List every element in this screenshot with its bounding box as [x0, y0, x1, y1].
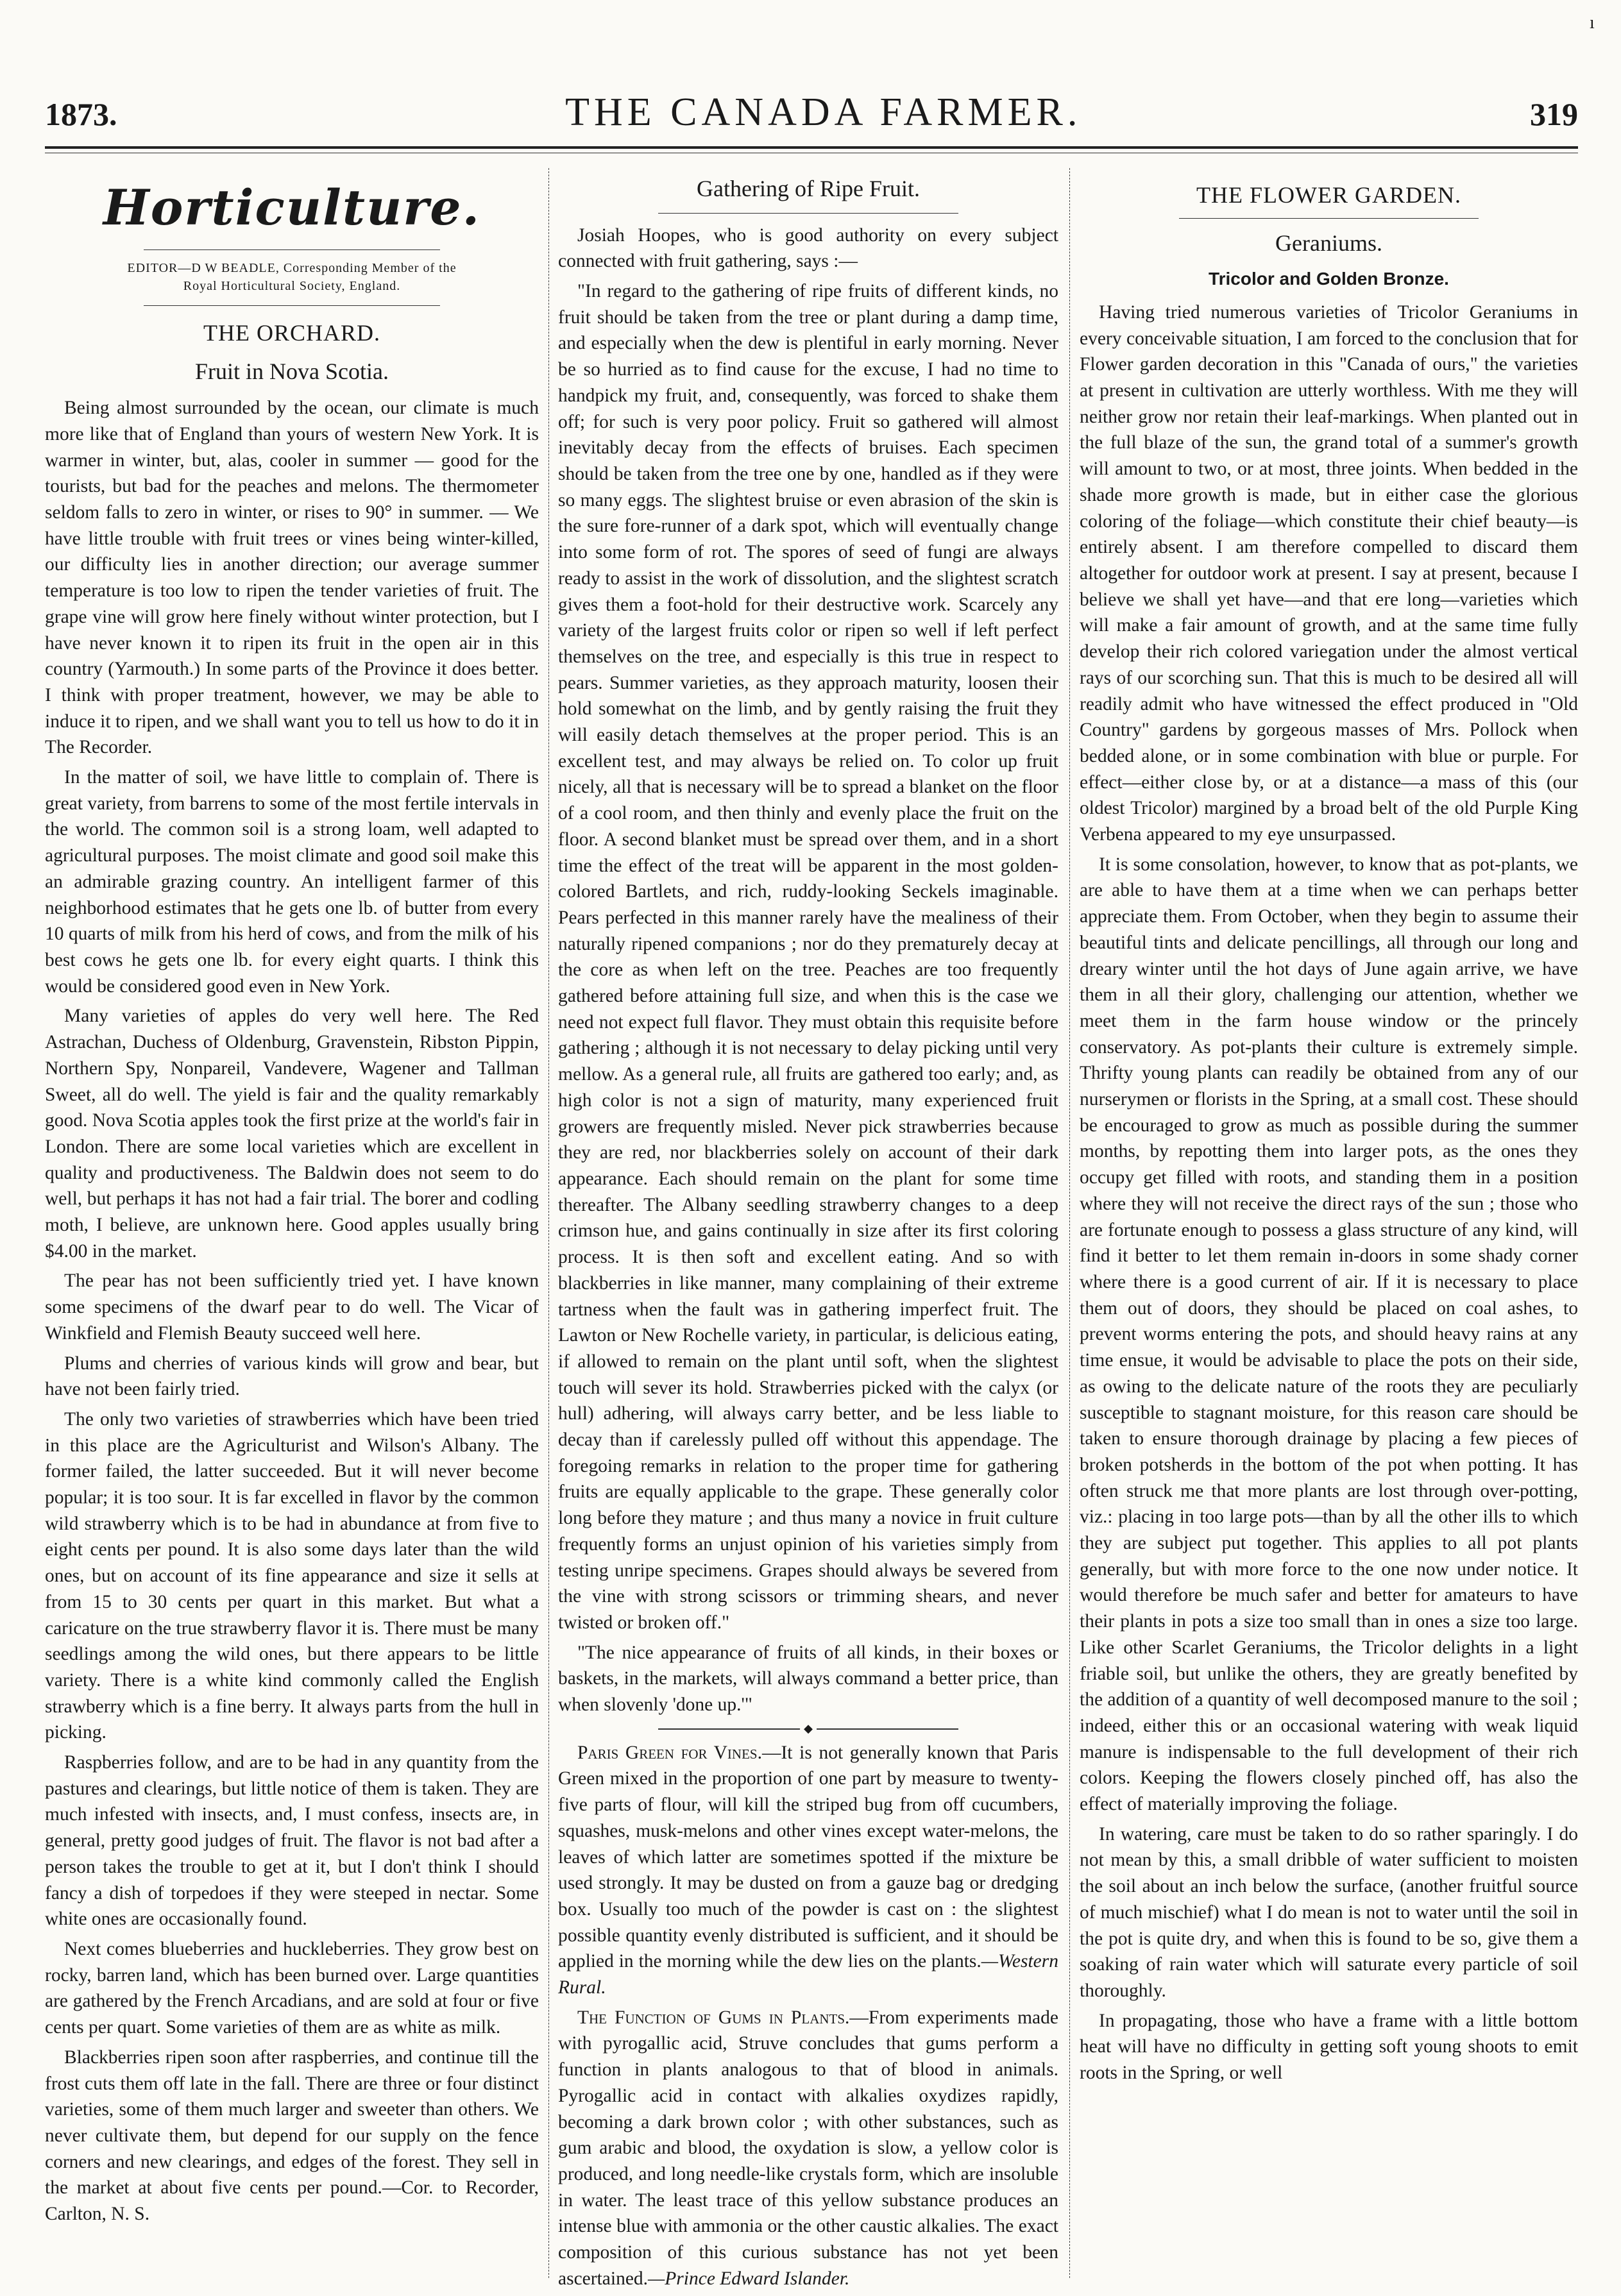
article-title: Geraniums. — [1275, 230, 1382, 256]
article-paragraph: Next comes blueberries and huckleberries. They grow best on rocky, barren land, which has been burned over. Large quantities are gathered by the French Arcadians, and are sold at four or five cents per quart. Some varieties of them are as white as milk. — [45, 1939, 539, 2038]
news-item — [558, 1740, 1058, 2001]
news-item-lead: The Function of Gums in Plants. — [577, 2007, 850, 2028]
article-paragraph: Having tried numerous varieties of Tricolor Geraniums in every conceivable situation, I am forced to the conclusion that for Flower garden decoration in this "Canada of ours," the varieties at present in cultivation are utterly worthless. With me they will neither grow nor retain their leaf-markings. When planted out in the full blaze of the sun, the grand total of a summer's growth will amount to two, or at most, three joints. When bedded in the shade more growth is made, but in either case the glorious coloring of the foliage—which constitute their chief beauty—is entirely absent. I am therefore compelled to discard them altogether for outdoor work at present. I say at present, because I believe we shall yet have—and that ere long—varieties which will make a fair amount of growth, and at the same time fully develop their rich colored variegation under the almost vertical rays of our scorching sun. That this is much to be desired all will readily admit who have witnessed the effect produced in "Old Country" gardens by gorgeous masses of Mrs. Pollock when bedded alone, or in some combination with blue or purple. For effect—either close by, or at a distance—a mass of this (our oldest Tricolor) margined by a broad belt of the old Purple King Verbena appeared to my eye unsurpassed. — [1080, 301, 1578, 845]
article-separator — [658, 1728, 958, 1730]
page-number: 319 — [1530, 96, 1578, 132]
article-subtitle: Tricolor and Golden Bronze. — [1209, 269, 1449, 289]
column-divider-1 — [548, 168, 549, 2278]
title-rule — [144, 249, 440, 250]
department-heading: THE ORCHARD. — [203, 319, 380, 346]
news-item-source: —Prince Edward Islander. — [648, 2268, 850, 2289]
article-paragraph: The pear has not been sufficiently tried yet. I have known some specimens of the dwarf pear to do well. The Vicar of Winkfield and Flemish Beauty succeed well here. — [45, 1270, 539, 1344]
title-rule — [1179, 218, 1478, 219]
article-paragraph: Josiah Hoopes, who is good authority on every subject connected with fruit gathering, says :— — [558, 224, 1058, 272]
article-paragraph: In the matter of soil, we have little to complain of. There is great variety, from barrens to some of the most fertile intervals in the world. The common soil is a strong loam, well adapted to agricultural purposes. The moist climate and good soil make this an admirable grazing country. An intelligent farmer of this neighborhood estimates that he gets one lb. of butter from every 10 quarts of milk from his herd of cows, and from the milk of his best cows he gets one lb. for every eight quarts. I think this would be considered good even in New York. — [45, 767, 539, 997]
news-item-source: —Western Rural. — [558, 1951, 1058, 1998]
margin-mark: ı — [1590, 13, 1595, 33]
editor-line-2: Royal Horticultural Society, England. — [183, 278, 401, 293]
editor-rule — [144, 305, 440, 306]
news-item-lead: Paris Green for Vines. — [577, 1742, 762, 1763]
article-paragraph: Raspberries follow, and are to be had in any quantity from the pastures and clearings, but little notice of them is taken. They are much infested with insects, and, I must confess, insects are, in general, pretty good judges of fruit. The flavor is not bad after a person takes the trouble to get at it, but I don't think I should fancy a dish of torpedoes if they were steeped in nectar. Some white ones are occasionally found. — [45, 1752, 539, 1930]
article-paragraph: The only two varieties of strawberries which have been tried in this place are the Agriculturist and Wilson's Albany. The former failed, the latter succeeded. But it will never become popular; it is too sour. It is far excelled in flavor by the common wild strawberry which is to be had in abundance at from five to eight cents per pound. It is also some days later than the wild ones, but on account of its fine appearance and size it sells at from 15 to 30 cents per quart in this market. But what a caricature on the true strawberry flavor it is. There must be many seedlings among the wild ones, but there appears to be little variety. There is a white kind commonly called the English strawberry which is a fine berry. It always parts from the hull in picking. — [45, 1408, 539, 1743]
news-item-text: —It is not generally known that Paris Green mixed in the proportion of one part by measure to twenty-five parts of flour, will kill the striped bug from off cucumbers, squashes, musk-melons and other vines except water-melons, the leaves of which latter are sometimes spotted if the mixture be used strongly. It may be dusted on from a gauze bag or dredging box. Usually too much of the powder is cast on : the slightest possible quantity evenly distributed is sufficient, and it should be applied in the morning while the dew lies on the plants. — [558, 1742, 1058, 1972]
column-1 — [45, 168, 539, 2278]
article-paragraph: In propagating, those who have a frame with a little bottom heat will have no difficulty in getting soft young shoots to emit roots in the Spring, or well — [1080, 2010, 1578, 2084]
masthead-rule — [45, 146, 1578, 149]
news-item — [558, 2005, 1058, 2292]
department-heading: THE FLOWER GARDEN. — [1196, 182, 1461, 208]
newspaper-title: THE CANADA FARMER. — [565, 90, 1082, 134]
article-title: Gathering of Ripe Fruit. — [697, 176, 920, 201]
article-paragraph: Plums and cherries of various kinds will grow and bear, but have not been fairly tried. — [45, 1353, 539, 1400]
column-divider-2 — [1069, 168, 1070, 2278]
editor-credit — [45, 259, 539, 295]
article-paragraph: It is some consolation, however, to know that as pot-plants, we are able to have them at a time when we can perhaps better appreciate them. From October, when they begin to assume their beautiful tints and delicate pencillings, all through our long and dreary winter until the hot days of June again arrive, we have them in all their glory, challenging our attention, whether we meet them in the farm house window or the princely conservatory. As pot-plants their culture is extremely simple. Thrifty young plants can readily be obtained from any of our nurserymen or florists in the Spring, at a small cost. These should be encouraged to grow as much as possible during the summer months, by repotting them into larger pots, as the ones they occupy get filled with roots, and standing them in a position where they will not receive the direct rays of the sun ; those who are fortunate enough to possess a glass structure of any kind, will find it better to let them remain in-doors in some shady corner where there is a good current of air. If it is necessary to place them out of doors, they should be placed on coal ashes, to prevent worms entering the pots, and should heavy rains at any time ensue, it would be advisable to place the pots on their side, as owing to the delicate nature of the roots they are peculiarly susceptible to stagnant moisture, for this reason care should be taken to ensure thorough drainage by placing a few pieces of broken potsherds in the bottom of the pot when potting. It has often struck me that more plants are lost through over-potting, viz.: placing in too large pots—than by all the other ills to which they are subject put together. This applies to all pot plants generally, but with more force to the one now under notice. It would therefore be much safer and better for amateurs to have their plants in pots a size too small than in ones a size too large. Like other Scarlet Geraniums, the Tricolor delights in a light friable soil, but unlike the others, they are greatly benefited by the addition of a quantity of well decomposed manure to the soil ; indeed, either this or an occasional watering with weak liquid manure is indispensable to the full development of their rich colors. Keeping the flowers closely pinched off, has also the effect of materially improving the foliage. — [1080, 854, 1578, 1815]
article-paragraph: "The nice appearance of fruits of all kinds, in their boxes or baskets, in the markets, will always command a better price, than when slovenly 'done up.'" — [558, 1642, 1058, 1716]
article-paragraph: "In regard to the gathering of ripe fruits of different kinds, no fruit should be taken from the tree or plant during a damp time, and especially when the dew is plentiful in early morning. Never be so hurried as to find cause for the excuse, I had no time to handpick my fruit, and, consequently, was forced to shake them off; for such is very poor policy. Fruit so gathered will almost inevitably decay from the effects of bruises. Each specimen should be taken from the tree one by one, handled as if they were so many eggs. The slightest bruise or even abrasion of the skin is the sure fore-runner of a dark spot, which will eventually change into some form of rot. The spores of seed of fungi are always ready to assist in the work of dissolution, and the slightest scratch gives them a foot-hold for their destructive work. Scarcely any variety of the largest fruits color or ripen so well if left perfect themselves on the tree, and especially is this true in respect to pears. Summer varieties, as they approach maturity, loosen their hold somewhat on the limb, and by gently raising the fruit they will easily detach themselves at the proper period. This is an excellent test, and may always be relied on. To color up fruit nicely, all that is necessary will be to spread a blanket on the floor of a cool room, and then thinly and evenly place the fruit on the floor. A second blanket must be spread over them, and in a short time the effect of the treat will be apparent in the most golden-colored Bartlets, and rich, ruddy-looking Seckels imaginable. Pears perfected in this manner rarely have the mealiness of their naturally ripened companions ; nor do they prematurely decay at the core as when left on the tree. Peaches are too frequently gathered before attaining full size, and when this is the case we need not expect full flavor. They must obtain this requisite before gathering ; although it is not necessary to delay picking until very mellow. As a general rule, all fruits are gathered too early; and, as high color is not a sign of maturity, many experienced fruit growers are frequently misled. Never pick strawberries because they are red, nor blackberries solely on account of their dark appearance. Each should remain on the plant for some time thereafter. The Albany seedling strawberry changes to a deep crimson hue, and gains continually in size after its first coloring process. It is then soft and excellent eating. And so with blackberries in like manner, many complaining of their extreme tartness when the fault was in gathering imperfect fruit. The Lawton or New Rochelle variety, in particular, is delicious eating, if allowed to remain on the plant until soft, when the slightest touch will sever its hold. Strawberries picked with the calyx (or hull) adhering, will always carry better, and be less liable to decay than if carelessly pulled off without this appendage. The foregoing remarks in relation to the proper time for gathering fruits are equally applicable to the grape. These generally color long before they mature ; and thus many a novice in fruit culture frequently forms an unjust opinion of his varieties simply from testing unripe specimens. Grapes should always be severed from the vine with strong scissors or trimming shears, and never twisted or broken off." — [558, 281, 1058, 1633]
article-paragraph: In watering, care must be taken to do so rather sparingly. I do not mean by this, a small dribble of water sufficient to moisten the soil about an inch below the surface, (another fruitful source of much mischief) what I do mean is not to water until the soil in the pot is quite dry, and when this is found to be so, give them a soaking of rain water which will saturate every particle of soil thoroughly. — [1080, 1823, 1578, 2001]
masthead — [45, 90, 1578, 141]
column-2 — [558, 168, 1058, 2289]
issue-year: 1873. — [45, 96, 117, 132]
article-paragraph: Many varieties of apples do very well here. The Red Astrachan, Duchess of Oldenburg, Gravenstein, Ribston Pippin, Northern Spy, Nonpareil, Vandevere, Wagener and Tallman Sweet, all do well. The yield is fair and the quality remarkably good. Nova Scotia apples took the first prize at the world's fair in London. There are some local varieties which are excellent in quality and productiveness. The Baldwin does not seem to do well, but perhaps it has not had a fair trial. The borer and codling moth, I believe, are unknown here. Good apples usually bring $4.00 in the market. — [45, 1006, 539, 1262]
title-rule — [658, 213, 958, 214]
news-item-text: —From experiments made with pyrogallic acid, Struve concludes that gums perform a function in plants analogous to that of blood in animals. Pyrogallic acid in contact with alkalies oxydizes rapidly, becoming a dark brown color ; with other substances, such as gum arabic and blood, the oxydation is slow, a yellow color is produced, and long needle-like crystals form, which are insoluble in water. The least trace of this yellow substance produces an intense blue with ammonia or the other caustic alkalies. The exact composition of this curious substance has not yet been ascertained. — [558, 2007, 1058, 2289]
section-title: Horticulture. — [103, 179, 481, 236]
editor-line-1: EDITOR—D W BEADLE, Corresponding Member of the — [127, 260, 457, 275]
article-paragraph: Being almost surrounded by the ocean, our climate is much more like that of England than yours of western New York. It is warmer in winter, but, alas, cooler in summer — good for the tourists, but bad for the peaches and melons. The thermometer seldom falls to zero in winter, or rises to 90° in summer. — We have little trouble with fruit trees or vines being winter-killed, our difficulty lies in another direction; our average summer temperature is too low to ripen the tender varieties of fruit. The grape vine will grow here finely without winter protection, but I have never known it to ripen its fruit in the open air in this country (Yarmouth.) In some parts of the Province it does better. I think with proper treatment, however, we may be able to induce it to ripen, and we shall want you to tell us how to do it in The Recorder. — [45, 398, 539, 758]
column-3 — [1080, 168, 1578, 2278]
article-paragraph: Blackberries ripen soon after raspberries, and continue till the frost cuts them off late in the fall. There are three or four distinct varieties, some of them much larger and sweeter than others. We never cultivate them, but depend for our supply on the fence corners and new clearings, and edges of the forest. They sell in the market at about five cents per pound.—Cor. to Recorder, Carlton, N. S. — [45, 2047, 539, 2225]
article-title: Fruit in Nova Scotia. — [195, 358, 389, 384]
